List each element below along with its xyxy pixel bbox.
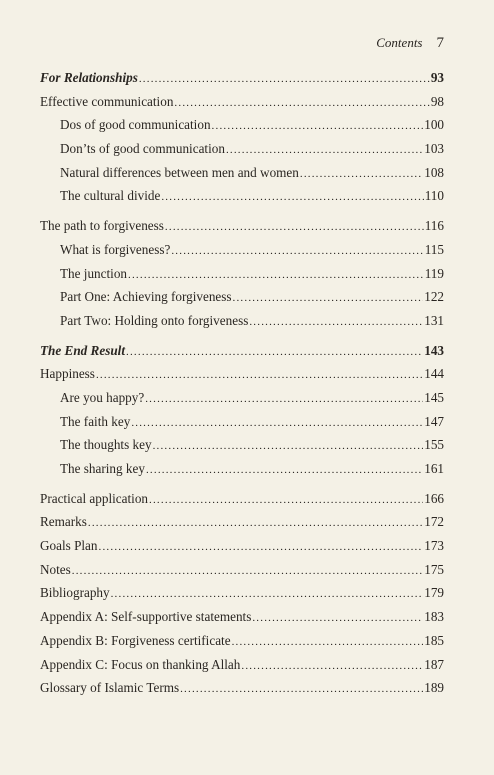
- toc-dot-leader: [139, 73, 430, 85]
- toc-entry: [40, 343, 444, 367]
- toc-entry-label: Appendix B: Forgiveness certificate: [40, 632, 231, 648]
- toc-dot-leader: [131, 417, 423, 429]
- toc-entry-label: For Relationships: [40, 70, 138, 85]
- toc-dot-leader: [300, 168, 423, 180]
- toc-entry-label: The cultural divide: [60, 188, 161, 204]
- toc-entry-page: 119: [424, 265, 444, 281]
- toc-entry-label: Don’ts of good communication: [60, 141, 225, 157]
- toc-entry-label: Remarks: [40, 514, 87, 530]
- toc-entry-page: 110: [424, 188, 444, 204]
- toc-entry: [40, 141, 444, 165]
- toc-entry-page: 172: [424, 514, 444, 530]
- toc-entry: [40, 414, 444, 438]
- toc-entry-page: 103: [424, 141, 444, 157]
- toc-entry-label: What is forgiveness?: [60, 241, 171, 257]
- toc-dot-leader: [88, 517, 423, 529]
- toc-entry-page: 175: [424, 561, 444, 577]
- toc-entry-label: The sharing key: [60, 461, 145, 476]
- toc-dot-leader: [180, 683, 423, 695]
- toc-entry: [40, 313, 444, 337]
- toc-entry-page: 131: [424, 312, 444, 328]
- toc-entry-label: Dos of good communication: [60, 117, 211, 133]
- toc-dot-leader: [249, 316, 423, 328]
- toc-entry-page: 189: [424, 680, 444, 696]
- toc-dot-leader: [111, 588, 424, 600]
- toc-entry-label: Bibliography: [40, 585, 110, 601]
- toc-entry: [40, 366, 444, 390]
- toc-entry-label: Part Two: Holding onto forgiveness: [60, 312, 249, 328]
- toc-entry: [40, 289, 444, 313]
- toc-entry: [40, 657, 444, 681]
- toc-dot-leader: [252, 612, 423, 624]
- running-header: [376, 35, 444, 52]
- toc-dot-leader: [145, 393, 423, 405]
- toc-entry: [40, 461, 444, 485]
- toc-entry: [40, 94, 444, 118]
- toc-entry-page: 116: [424, 218, 444, 234]
- toc-entry-page: 115: [424, 241, 444, 257]
- toc-entry: [40, 633, 444, 657]
- toc-entry-label: Effective communication: [40, 93, 174, 109]
- toc-entry-page: 166: [424, 490, 444, 506]
- toc-entry-page: 98: [430, 93, 444, 109]
- toc-entry-label: The path to forgiveness: [40, 218, 164, 234]
- toc-entry: [40, 562, 444, 586]
- toc-dot-leader: [161, 191, 423, 203]
- toc-entry-page: 185: [424, 632, 444, 648]
- toc-entry-label: Appendix A: Self-supportive statements: [40, 609, 252, 625]
- toc-entry-page: 145: [424, 389, 444, 405]
- toc-entry-label: The thoughts key: [60, 437, 152, 453]
- toc-dot-leader: [232, 636, 424, 648]
- toc-entry: [40, 218, 444, 242]
- toc-entry: [40, 491, 444, 515]
- toc-entry-label: The junction: [60, 265, 128, 281]
- toc-dot-leader: [174, 97, 429, 109]
- toc-entry-page: 143: [424, 342, 444, 358]
- toc-entry: [40, 585, 444, 609]
- toc-dot-leader: [233, 292, 424, 304]
- toc-entry-label: Goals Plan: [40, 538, 98, 554]
- toc-dot-leader: [128, 269, 424, 281]
- toc-entry-label: Part One: Achieving forgiveness: [60, 289, 232, 305]
- toc-entry: [40, 680, 444, 704]
- toc-dot-leader: [226, 144, 423, 156]
- toc-dot-leader: [241, 660, 423, 672]
- toc-dot-leader: [212, 120, 424, 132]
- toc-entry-label: The End Result: [40, 342, 126, 358]
- toc-dot-leader: [146, 464, 423, 476]
- toc-dot-leader: [171, 245, 423, 257]
- toc-entry-page: 147: [424, 413, 444, 429]
- toc-entry: [40, 390, 444, 414]
- toc-entry-page: 155: [424, 437, 444, 453]
- toc-entry-page: 144: [424, 366, 444, 382]
- page-number: 7: [436, 35, 444, 51]
- toc-entry-page: 122: [424, 289, 444, 305]
- toc-entry: [40, 609, 444, 633]
- toc-entry: [40, 242, 444, 266]
- toc-entry-page: 173: [424, 538, 444, 554]
- toc-entry-page: 100: [424, 117, 444, 133]
- toc-dot-leader: [149, 494, 423, 506]
- toc-entry: [40, 266, 444, 290]
- toc-dot-leader: [99, 541, 424, 553]
- toc-entry: [40, 188, 444, 212]
- toc-dot-leader: [126, 346, 423, 358]
- toc-entry-label: Practical application: [40, 490, 149, 506]
- toc-entry-page: 108: [424, 164, 444, 180]
- toc-entry-label: Appendix C: Focus on thanking Allah: [40, 656, 241, 672]
- toc-entry-page: 161: [424, 461, 444, 476]
- toc-entry-label: The faith key: [60, 413, 131, 429]
- toc-entry: [40, 538, 444, 562]
- toc-entry: [40, 437, 444, 461]
- running-header-title: Contents: [376, 35, 423, 50]
- toc-entry-label: Notes: [40, 561, 71, 577]
- toc-entry-page: 187: [424, 656, 444, 672]
- toc-entry: [40, 165, 444, 189]
- toc-entry: [40, 117, 444, 141]
- toc-dot-leader: [165, 221, 424, 233]
- toc-entry-label: Natural differences between men and women: [60, 164, 299, 180]
- toc-entry-page: 93: [430, 70, 444, 85]
- toc-entry-page: 179: [424, 585, 444, 601]
- toc-entry-label: Are you happy?: [60, 389, 145, 405]
- toc-entry-label: Happiness: [40, 366, 95, 382]
- toc-dot-leader: [96, 369, 423, 381]
- toc-entry: [40, 70, 444, 94]
- toc-entry: [40, 514, 444, 538]
- toc-dot-leader: [153, 440, 424, 452]
- toc-entry-page: 183: [424, 609, 444, 625]
- table-of-contents: [40, 70, 444, 704]
- toc-dot-leader: [72, 565, 423, 577]
- toc-entry-label: Glossary of Islamic Terms: [40, 680, 180, 696]
